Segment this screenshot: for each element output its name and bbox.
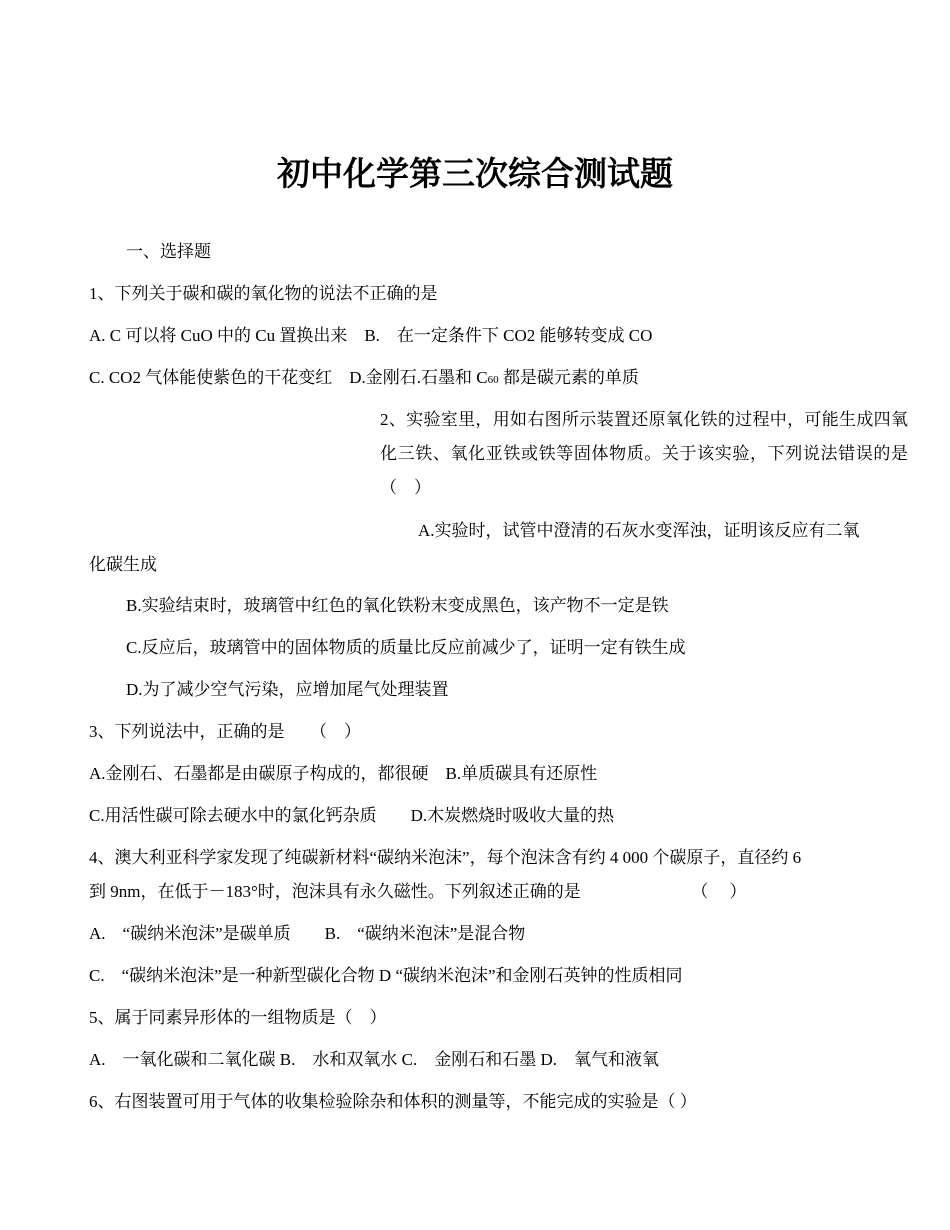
q4-stem-line2: 到 9nm，在低于－183°时，泡沫具有永久磁性。下列叙述正确的是 （ ） (89, 882, 747, 901)
q1-subscript: 60 (487, 374, 499, 386)
q1-options-ab: A. C 可以将 CuO 中的 Cu 置换出来 B. 在一定条件下 CO2 能够转变成 CO (89, 326, 653, 345)
q3-options-cd: C.用活性碳可除去硬水中的氯化钙杂质 D.木炭燃烧时吸收大量的热 (89, 806, 615, 825)
q4-options-ab: A. “碳纳米泡沫”是碳单质 B. “碳纳米泡沫”是混合物 (89, 924, 526, 943)
q2-stem: 2、实验室里，用如右图所示装置还原氧化铁的过程中，可能生成四氧化三铁、氧化亚铁或铁等固体物质。关于该实验，下列说法错误的是（ ） (380, 410, 908, 497)
q2-option-a-line1: A.实验时，试管中澄清的石灰水变浑浊，证明该反应有二氧 (418, 521, 860, 540)
q2-option-a-line2: 化碳生成 (89, 555, 157, 574)
q1-stem: 1、下列关于碳和碳的氧化物的说法不正确的是 (89, 284, 438, 303)
q3-options-ab: A.金刚石、石墨都是由碳原子构成的，都很硬 B.单质碳具有还原性 (89, 764, 598, 783)
q2-option-d: D.为了减少空气污染，应增加尾气处理装置 (126, 680, 449, 699)
q1-options-cd-text: C. CO2 气体能使紫色的干花变红 D.金刚石.石墨和 C (89, 368, 488, 387)
q1-options-cd-tail: 都是碳元素的单质 (498, 368, 639, 387)
q1-options-cd (89, 361, 909, 397)
q6-stem: 6、右图装置可用于气体的收集检验除杂和体积的测量等，不能完成的实验是（ ） (89, 1092, 697, 1111)
q5-stem: 5、属于同素异形体的一组物质是（ ） (89, 1008, 387, 1027)
page-title: 初中化学第三次综合测试题 (277, 154, 673, 193)
q4-stem-line1: 4、澳大利亚科学家发现了纯碳新材料“碳纳米泡沫”，每个泡沫含有约 4 000 个碳原子，直径约 6 (89, 848, 802, 867)
q2-option-c: C.反应后，玻璃管中的固体物质的质量比反应前减少了，证明一定有铁生成 (126, 638, 686, 657)
q2-option-b: B.实验结束时，玻璃管中红色的氧化铁粉末变成黑色，该产物不一定是铁 (126, 596, 669, 615)
q5-options: A. 一氧化碳和二氧化碳 B. 水和双氧水 C. 金刚石和石墨 D. 氧气和液氧 (89, 1050, 659, 1069)
section-heading: 一、选择题 (126, 242, 211, 261)
q3-stem: 3、下列说法中，正确的是 （ ） (89, 722, 361, 741)
q4-options-cd: C. “碳纳米泡沫”是一种新型碳化合物 D “碳纳米泡沫”和金刚石英钟的性质相同 (89, 966, 683, 985)
